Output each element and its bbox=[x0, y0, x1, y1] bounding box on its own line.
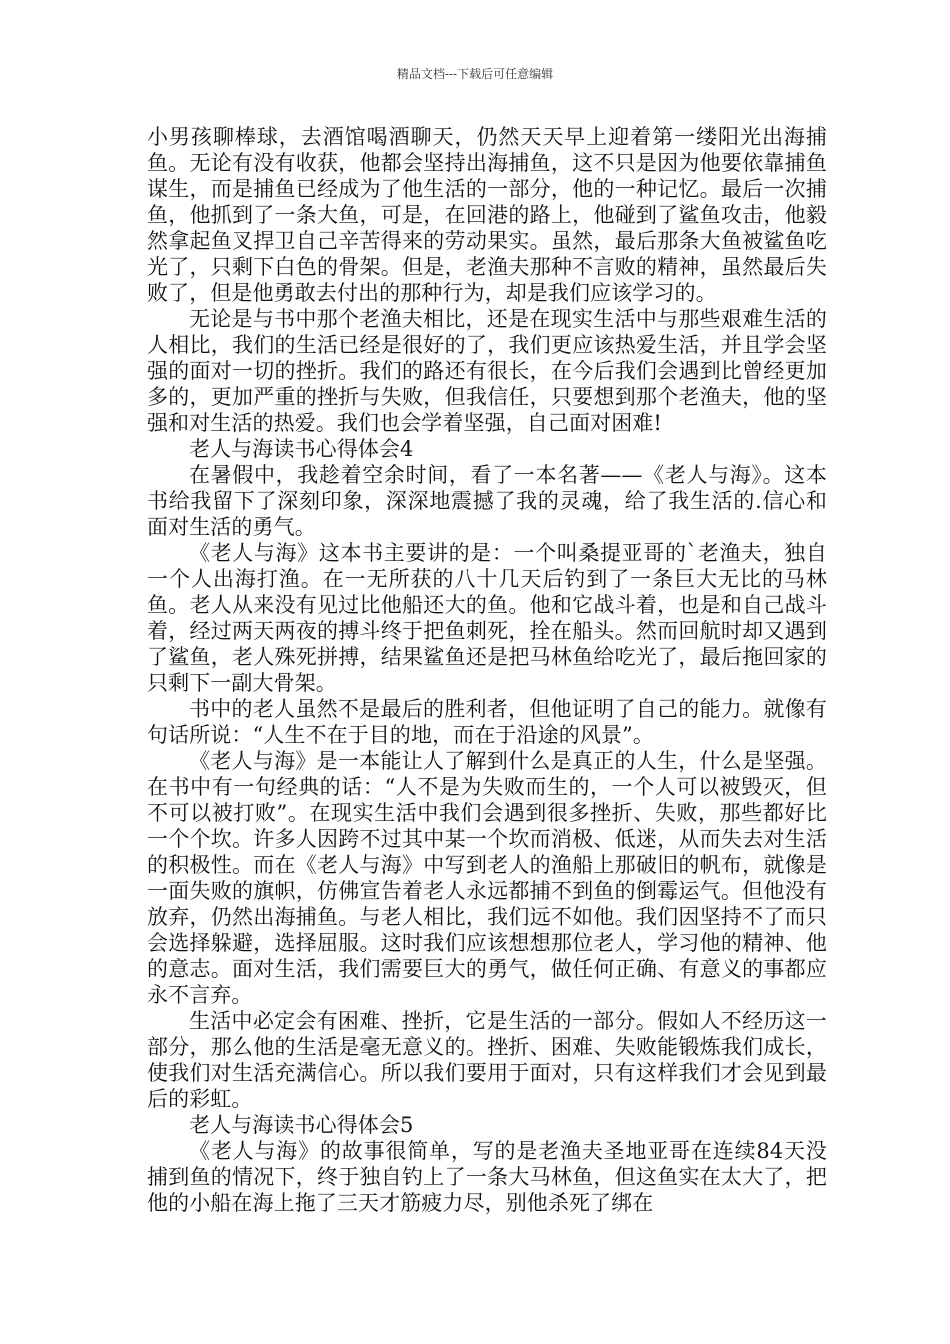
paragraph-8: 《老人与海》的故事很简单，写的是老渔夫圣地亚哥在连续84天没捕到鱼的情况下，终于独自钓上了一条大马林鱼，但这鱼实在太大了，把他的小船在海上拖了三天才筋疲力尽，别他杀死了绑在 bbox=[147, 1139, 827, 1215]
paragraph-7: 生活中必定会有困难、挫折，它是生活的一部分。假如人不经历这一部分，那么他的生活是毫无意义的。挫折、困难、失败能锻炼我们成长，使我们对生活充满信心。所以我们要用于面对，只有这样我们才会见到最后的彩虹。 bbox=[147, 1009, 827, 1111]
paragraph-4: 《老人与海》这本书主要讲的是：一个叫桑提亚哥的`老渔夫，独自一个人出海打渔。在一无所获的八十几天后钓到了一条巨大无比的马林鱼。老人从来没有见过比他船还大的鱼。他和它战斗着，也是和自己战斗着，经过两天两夜的搏斗终于把鱼刺死，拴在船头。然而回航时却又遇到了鲨鱼，老人殊死拼搏，结果鲨鱼还是把马林鱼给吃光了，最后拖回家的只剩下一副大骨架。 bbox=[147, 541, 827, 695]
paragraph-2: 无论是与书中那个老渔夫相比，还是在现实生活中与那些艰难生活的人相比，我们的生活已经是很好的了，我们更应该热爱生活，并且学会坚强的面对一切的挫折。我们的路还有很长，在今后我们会遇到比曾经更加多的，更加严重的挫折与失败，但我信任，只要想到那个老渔夫，他的坚强和对生活的热爱。我们也会学着坚强，自己面对困难! bbox=[147, 307, 827, 435]
section-heading-5: 老人与海读书心得体会5 bbox=[189, 1113, 414, 1137]
document-body bbox=[147, 124, 827, 1216]
section-heading-4: 老人与海读书心得体会4 bbox=[189, 437, 414, 461]
paragraph-1: 小男孩聊棒球，去酒馆喝酒聊天，仍然天天早上迎着第一缕阳光出海捕鱼。无论有没有收获，他都会坚持出海捕鱼，这不只是因为他要依靠捕鱼谋生，而是捕鱼已经成为了他生活的一部分，他的一种记忆。最后一次捕鱼，他抓到了一条大鱼，可是，在回港的路上，他碰到了鲨鱼攻击，他毅然拿起鱼叉捍卫自己辛苦得来的劳动果实。虽然，最后那条大鱼被鲨鱼吃光了，只剩下白色的骨架。但是，老渔夫那种不言败的精神，虽然最后失败了，但是他勇敢去付出的那种行为，却是我们应该学习的。 bbox=[147, 125, 827, 305]
paragraph-5: 书中的老人虽然不是最后的胜利者，但他证明了自己的能力。就像有句话所说：“人生不在于目的地，而在于沿途的风景”。 bbox=[147, 697, 827, 747]
paragraph-6: 《老人与海》是一本能让人了解到什么是真正的人生，什么是坚强。在书中有一句经典的话：“人不是为失败而生的，一个人可以被毁灭，但不可以被打败”。在现实生活中我们会遇到很多挫折、失败，那些都好比一个个坎。许多人因跨不过其中某一个坎而消极、低迷，从而失去对生活的积极性。而在《老人与海》中写到老人的渔船上那破旧的帆布，就像是一面失败的旗帜，仿佛宣告着老人永远都捕不到鱼的倒霉运气。但他没有放弃，仍然出海捕鱼。与老人相比，我们远不如他。我们因坚持不了而只会选择躲避，选择屈服。这时我们应该想想那位老人，学习他的精神、他的意志。面对生活，我们需要巨大的勇气，做任何正确、有意义的事都应永不言弃。 bbox=[147, 749, 827, 1007]
page-header: 精品文档---下载后可任意编辑 bbox=[396, 67, 554, 81]
paragraph-3: 在暑假中，我趁着空余时间，看了一本名著——《老人与海》。这本书给我留下了深刻印象，深深地震撼了我的灵魂，给了我生活的.信心和面对生活的勇气。 bbox=[147, 463, 827, 539]
